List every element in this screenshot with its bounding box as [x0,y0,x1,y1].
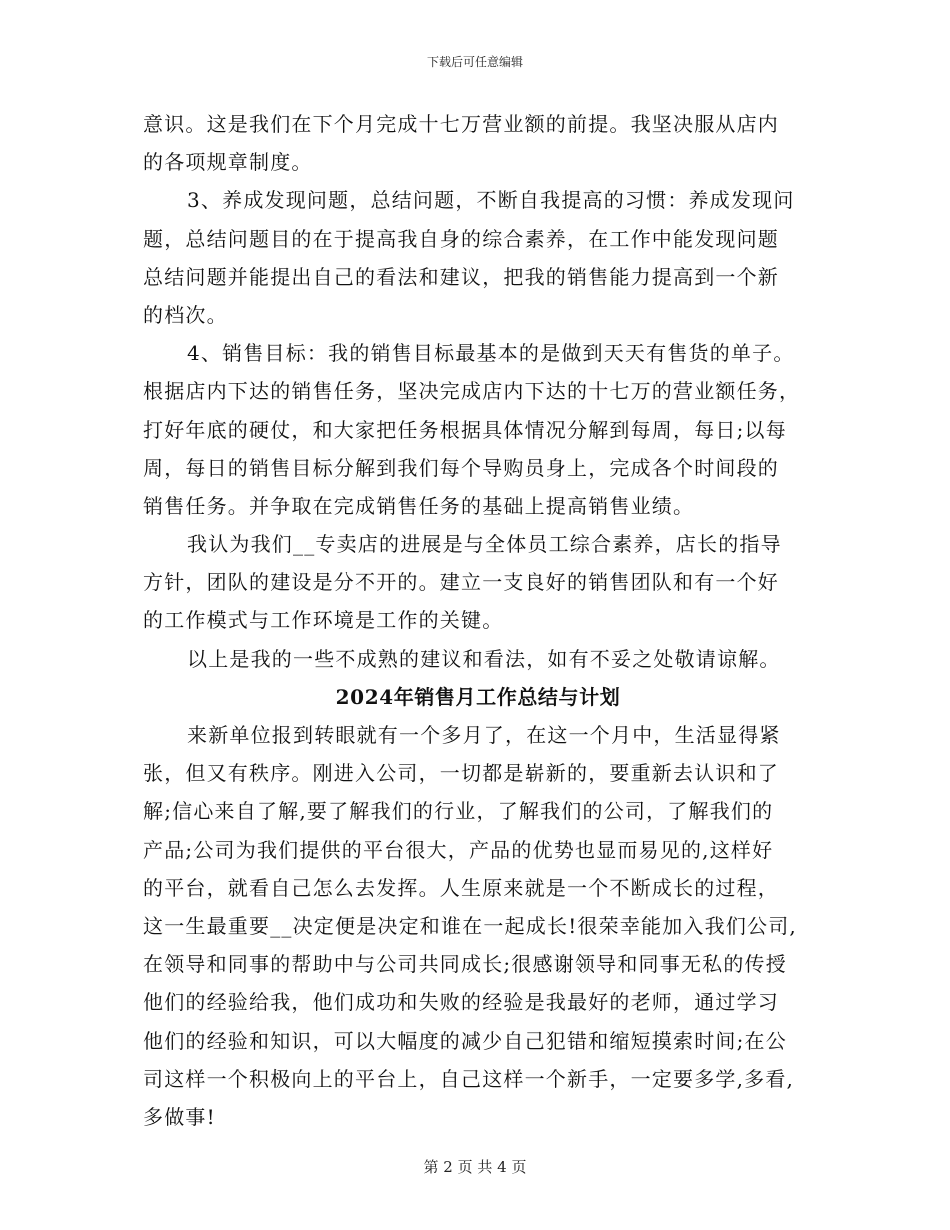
text-line: 总结问题并能提出自己的看法和建议，把我的销售能力提高到一个新 [143,264,779,289]
text-line: 的工作模式与工作环境是工作的关键。 [143,608,504,633]
document-body [143,105,813,1136]
text-line: 这一生最重要__决定便是决定和谁在一起成长!很荣幸能加入我们公司, [143,913,797,938]
text-line: 张，但又有秩序。刚进入公司，一切都是崭新的，要重新去认识和了 [143,761,779,786]
text-line: 根据店内下达的销售任务，坚决完成店内下达的十七万的营业额任务， [143,379,801,404]
text-line: 打好年底的硬仗，和大家把任务根据具体情况分解到每周，每日;以每 [143,417,787,442]
text-line: 来新单位报到转眼就有一个多月了，在这一个月中，生活显得紧 [187,723,781,747]
page-number: 第 2 页 共 4 页 [423,1158,527,1176]
text-line: 司这样一个积极向上的平台上，自己这样一个新手，一定要多学,多看, [143,1066,795,1091]
text-line: 我认为我们__专卖店的进展是与全体员工综合素养，店长的指导 [187,532,782,557]
text-line: 意识。这是我们在下个月完成十七万营业额的前提。我坚决服从店内 [143,112,779,136]
text-line: 他们的经验给我，他们成功和失败的经验是我最好的老师，通过学习 [143,990,779,1015]
text-line: 3、养成发现问题，总结问题，不断自我提高的习惯：养成发现问 [187,188,795,213]
text-line: 多做事! [143,1104,216,1129]
text-line: 题，总结问题目的在于提高我自身的综合素养，在工作中能发现问题 [143,226,779,251]
text-line: 在领导和同事的帮助中与公司共同成长;很感谢领导和同事无私的传授 [143,952,787,977]
text-line: 4、销售目标：我的销售目标最基本的是做到天天有售货的单子。 [187,341,795,366]
text-line: 产品;公司为我们提供的平台很大，产品的优势也显而易见的,这样好 [143,837,774,862]
text-line: 解;信心来自了解,要了解我们的行业，了解我们的公司，了解我们的 [143,799,774,824]
text-line: 的各项规章制度。 [143,150,313,175]
section-title: 2024年销售月工作总结与计划 [335,684,621,709]
text-line: 销售任务。并争取在完成销售任务的基础上提高销售业绩。 [143,493,695,518]
text-line: 的平台，就看自己怎么去发挥。人生原来就是一个不断成长的过程， [143,875,779,900]
text-line: 方针，团队的建设是分不开的。建立一支良好的销售团队和有一个好 [143,570,779,595]
text-line: 他们的经验和知识，可以大幅度的减少自己犯错和缩短摸索时间;在公 [143,1028,787,1053]
page-header: 下载后可任意编辑 [426,55,523,69]
text-line: 周，每日的销售目标分解到我们每个导购员身上，完成各个时间段的 [143,455,779,480]
text-line: 的档次。 [143,302,228,327]
text-line: 以上是我的一些不成熟的建议和看法，如有不妥之处敬请谅解。 [187,646,781,671]
